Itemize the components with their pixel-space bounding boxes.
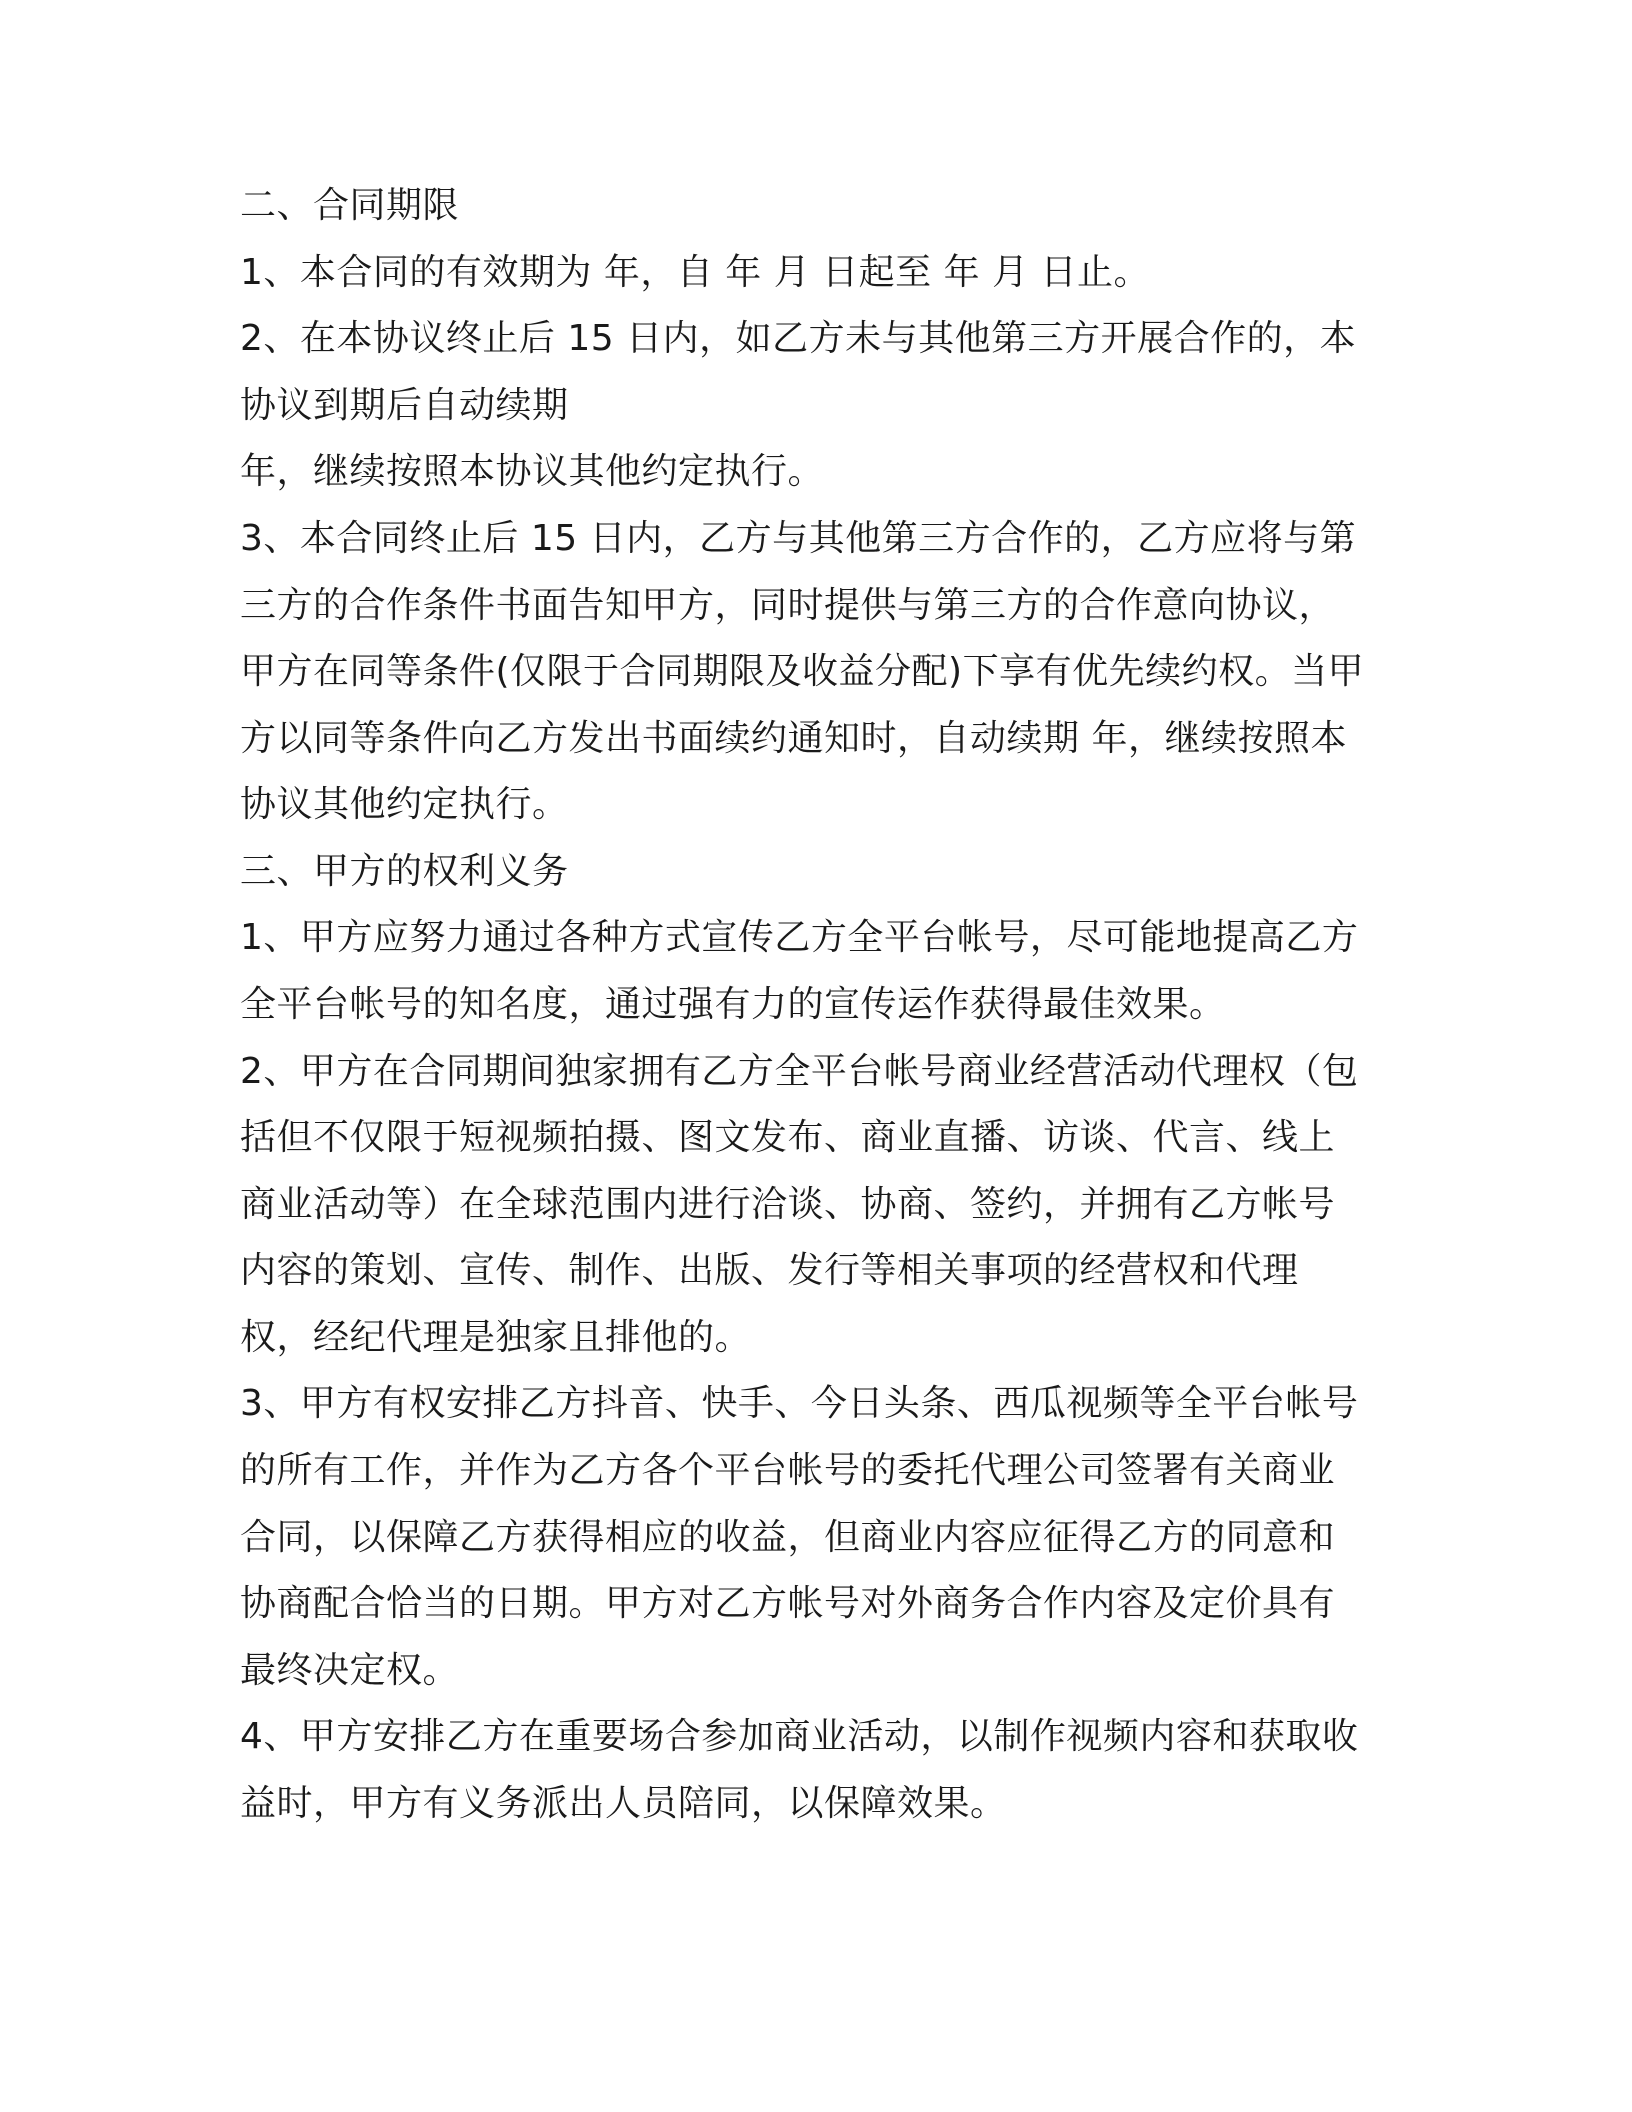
paragraph-line: 3、甲方有权安排乙方抖音、快手、今日头条、西瓜视频等全平台帐号 [240,1383,1359,1424]
paragraph-line: 的所有工作，并作为乙方各个平台帐号的委托代理公司签署有关商业 [240,1450,1336,1491]
paragraph-line: 权，经纪代理是独家且排他的。 [240,1317,752,1358]
paragraph-line: 2、甲方在合同期间独家拥有乙方全平台帐号商业经营活动代理权（包 [240,1051,1359,1092]
paragraph-line: 协商配合恰当的日期。甲方对乙方帐号对外商务合作内容及定价具有 [240,1583,1336,1624]
paragraph-line: 最终决定权。 [240,1650,460,1691]
paragraph-line: 年，继续按照本协议其他约定执行。 [240,451,825,492]
paragraph-line: 益时，甲方有义务派出人员陪同，以保障效果。 [240,1783,1007,1824]
paragraph-line: 3、本合同终止后 15 日内，乙方与其他第三方合作的，乙方应将与第 [240,518,1357,559]
paragraph-line: 4、甲方安排乙方在重要场合参加商业活动，以制作视频内容和获取收 [240,1716,1359,1757]
section-heading-party-a-rights: 三、甲方的权利义务 [240,851,569,892]
paragraph-line: 1、本合同的有效期为 年，自 年 月 日起至 年 月 日止。 [240,252,1151,293]
paragraph-line: 协议其他约定执行。 [240,784,569,825]
paragraph-line: 三方的合作条件书面告知甲方，同时提供与第三方的合作意向协议， [240,585,1336,626]
paragraph-line: 括但不仅限于短视频拍摄、图文发布、商业直播、访谈、代言、线上 [240,1117,1336,1158]
paragraph-line: 商业活动等）在全球范围内进行洽谈、协商、签约，并拥有乙方帐号 [240,1184,1336,1225]
paragraph-line: 合同，以保障乙方获得相应的收益，但商业内容应征得乙方的同意和 [240,1517,1336,1558]
paragraph-line: 甲方在同等条件(仅限于合同期限及收益分配)下享有优先续约权。当甲 [240,651,1365,692]
paragraph-line: 协议到期后自动续期 [240,385,569,426]
paragraph-line: 2、在本协议终止后 15 日内，如乙方未与其他第三方开展合作的，本 [240,318,1357,359]
paragraph-line: 1、甲方应努力通过各种方式宣传乙方全平台帐号，尽可能地提高乙方 [240,917,1359,958]
paragraph-line: 全平台帐号的知名度，通过强有力的宣传运作获得最佳效果。 [240,984,1226,1025]
paragraph-line: 方以同等条件向乙方发出书面续约通知时，自动续期 年，继续按照本 [240,718,1347,759]
section-heading-contract-term: 二、合同期限 [240,185,460,226]
paragraph-line: 内容的策划、宣传、制作、出版、发行等相关事项的经营权和代理 [240,1250,1299,1291]
